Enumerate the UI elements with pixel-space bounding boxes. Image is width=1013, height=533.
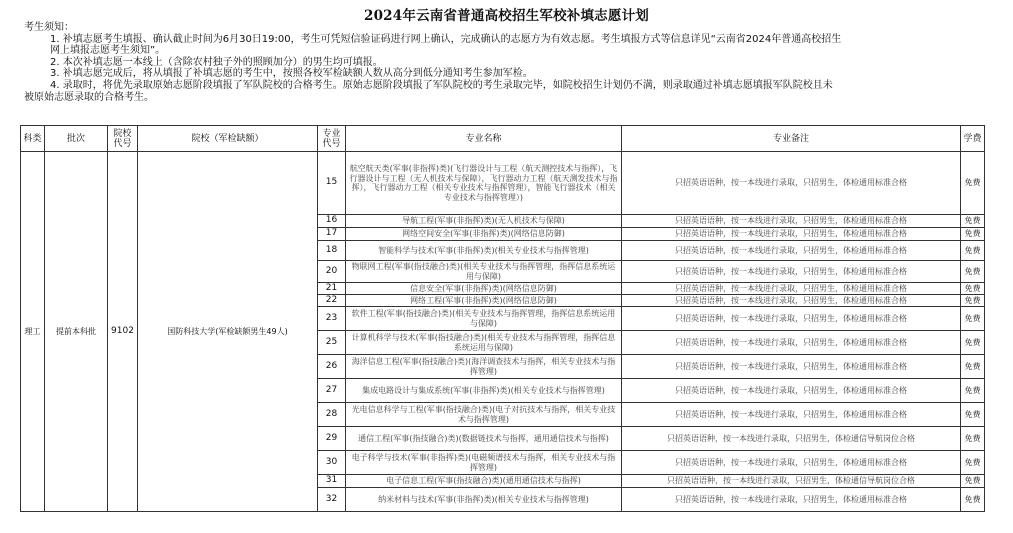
major-note-cell: 只招英语语种，按一本线进行录取，只招男生，体检通信导航岗位合格 bbox=[622, 475, 961, 488]
major-note-cell: 只招英语语种，按一本线进行录取，只招男生，体检通用标准合格 bbox=[622, 331, 961, 355]
major-code-cell: 31 bbox=[318, 475, 346, 488]
major-name-cell: 信息安全(军事(非指挥)类)(网络信息防御) bbox=[346, 283, 622, 295]
major-name-cell: 电子科学与技术(军事(非指挥)类)(电磁频谱技术与指挥，相关专业技术与指挥管理) bbox=[346, 451, 622, 475]
notice-heading: 考生须知： bbox=[24, 22, 74, 33]
tuition-cell: 免费 bbox=[961, 215, 985, 228]
major-note-cell: 只招英语语种，按一本线进行录取，只招男生，体检通用标准合格 bbox=[622, 295, 961, 307]
major-code-cell: 25 bbox=[318, 331, 346, 355]
major-note-cell: 只招英语语种，按一本线进行录取，只招男生，体检通用标准合格 bbox=[622, 261, 961, 283]
major-note-cell: 只招英语语种，按一本线进行录取，只招男生，体检通用标准合格 bbox=[622, 488, 961, 512]
header-school-code: 院校代号 bbox=[108, 126, 138, 152]
tuition-cell: 免费 bbox=[961, 152, 985, 215]
major-name-cell: 物联网工程(军事(指技融合)类)(相关专业技术与指挥管理，指挥信息系统运用与保障) bbox=[346, 261, 622, 283]
header-tuition: 学费 bbox=[961, 126, 985, 152]
batch-cell: 提前本科批 bbox=[45, 152, 108, 512]
major-note-cell: 只招英语语种，按一本线进行录取，只招男生，体检通用标准合格 bbox=[622, 403, 961, 427]
school-name-cell: 国防科技大学(军检缺额男生49人) bbox=[138, 152, 318, 512]
header-batch: 批次 bbox=[45, 126, 108, 152]
tuition-cell: 免费 bbox=[961, 283, 985, 295]
major-name-cell: 集成电路设计与集成系统(军事(非指挥)类)(相关专业技术与指挥管理) bbox=[346, 379, 622, 403]
major-name-cell: 电子信息工程(军事(指技融合)类)(通用通信技术与指挥) bbox=[346, 475, 622, 488]
major-note-cell: 只招英语语种，按一本线进行录取，只招男生，体检通用标准合格 bbox=[622, 241, 961, 261]
major-code-cell: 26 bbox=[318, 355, 346, 379]
tuition-cell: 免费 bbox=[961, 241, 985, 261]
major-code-cell: 21 bbox=[318, 283, 346, 295]
major-code-cell: 17 bbox=[318, 228, 346, 241]
tuition-cell: 免费 bbox=[961, 379, 985, 403]
tuition-cell: 免费 bbox=[961, 427, 985, 451]
notice-line: 4. 录取时，将优先录取原始志愿阶段填报了军队院校的合格考生。原始志愿阶段填报了军队院校的考生录取完毕，如院校招生计划仍不满，则录取通过补填志愿填报军队院校且未 bbox=[50, 79, 833, 91]
major-name-cell: 航空航天类(军事(非指挥)类)(飞行器设计与工程（航天测控技术与指挥），飞行器设计与工程（无人机技术与保障），飞行器动力工程（航天测发技术与指挥），飞行器动力工程（相关专业技术与指挥管理），智能飞行器技术（相关专业技术与指挥管理）) bbox=[346, 152, 622, 215]
table-header-row bbox=[21, 126, 985, 152]
major-name-cell: 海洋信息工程(军事(指技融合)类)(海洋调查技术与指挥，相关专业技术与指挥管理) bbox=[346, 355, 622, 379]
tuition-cell: 免费 bbox=[961, 475, 985, 488]
major-code-cell: 23 bbox=[318, 307, 346, 331]
notice-line: 网上填报志愿考生须知”。 bbox=[50, 45, 166, 57]
major-name-cell: 纳米材料与技术(军事(非指挥)类)(相关专业技术与指挥管理) bbox=[346, 488, 622, 512]
notice-line: 被原始志愿录取的合格考生。 bbox=[24, 91, 154, 103]
major-name-cell: 智能科学与技术(军事(非指挥)类)(相关专业技术与指挥管理) bbox=[346, 241, 622, 261]
major-name-cell: 通信工程(军事(指技融合)类)(数据链技术与指挥，通用通信技术与指挥) bbox=[346, 427, 622, 451]
major-code-cell: 28 bbox=[318, 403, 346, 427]
tuition-cell: 免费 bbox=[961, 331, 985, 355]
tuition-cell: 免费 bbox=[961, 403, 985, 427]
major-name-cell: 导航工程(军事(非指挥)类)(无人机技术与保障) bbox=[346, 215, 622, 228]
notice-line: 2. 本次补填志愿一本线上（含除农村独子外的照顾加分）的男生均可填报。 bbox=[50, 56, 383, 68]
header-major-code: 专业代号 bbox=[318, 126, 346, 152]
notice-block bbox=[24, 22, 989, 103]
major-name-cell: 网络空间安全(军事(非指挥)类)(网络信息防御) bbox=[346, 228, 622, 241]
major-note-cell: 只招英语语种，按一本线进行录取，只招男生，体检通信导航岗位合格 bbox=[622, 427, 961, 451]
major-code-cell: 16 bbox=[318, 215, 346, 228]
admission-plan-table bbox=[20, 125, 985, 512]
major-code-cell: 15 bbox=[318, 152, 346, 215]
major-code-cell: 18 bbox=[318, 241, 346, 261]
major-name-cell: 软件工程(军事(指技融合)类)(相关专业技术与指挥管理，指挥信息系统运用与保障) bbox=[346, 307, 622, 331]
major-note-cell: 只招英语语种，按一本线进行录取，只招男生，体检通用标准合格 bbox=[622, 152, 961, 215]
school-code-cell: 9102 bbox=[108, 152, 138, 512]
notice-line: 3. 补填志愿完成后，将从填报了补填志愿的考生中，按照各校军检缺额人数从高分到低分通知考生参加军检。 bbox=[50, 68, 533, 80]
major-note-cell: 只招英语语种，按一本线进行录取，只招男生，体检通用标准合格 bbox=[622, 451, 961, 475]
major-code-cell: 29 bbox=[318, 427, 346, 451]
tuition-cell: 免费 bbox=[961, 488, 985, 512]
major-note-cell: 只招英语语种，按一本线进行录取，只招男生，体检通用标准合格 bbox=[622, 379, 961, 403]
header-major-note: 专业备注 bbox=[622, 126, 961, 152]
tuition-cell: 免费 bbox=[961, 261, 985, 283]
major-name-cell: 网络工程(军事(非指挥)类)(网络信息防御) bbox=[346, 295, 622, 307]
major-code-cell: 20 bbox=[318, 261, 346, 283]
major-note-cell: 只招英语语种，按一本线进行录取，只招男生，体检通用标准合格 bbox=[622, 307, 961, 331]
notice-line: 1. 补填志愿考生填报、确认截止时间为6月30日19:00，考生可凭短信验证码进行网上确认，完成确认的志愿方为有效志愿。考生填报方式等信息详见“云南省2024年普通高校招生 bbox=[50, 33, 842, 45]
major-note-cell: 只招英语语种，按一本线进行录取，只招男生，体检通用标准合格 bbox=[622, 355, 961, 379]
tuition-cell: 免费 bbox=[961, 295, 985, 307]
header-school: 院校（军检缺额） bbox=[138, 126, 318, 152]
major-name-cell: 计算机科学与技术(军事(指技融合)类)(相关专业技术与指挥管理，指挥信息系统运用与保障) bbox=[346, 331, 622, 355]
table-row bbox=[21, 152, 985, 215]
major-code-cell: 22 bbox=[318, 295, 346, 307]
page-title: 2024年云南省普通高校招生军校补填志愿计划 bbox=[364, 8, 649, 24]
tuition-cell: 免费 bbox=[961, 307, 985, 331]
tuition-cell: 免费 bbox=[961, 355, 985, 379]
major-code-cell: 27 bbox=[318, 379, 346, 403]
major-name-cell: 光电信息科学与工程(军事(指技融合)类)(电子对抗技术与指挥，相关专业技术与指挥管理) bbox=[346, 403, 622, 427]
major-note-cell: 只招英语语种，按一本线进行录取，只招男生，体检通用标准合格 bbox=[622, 215, 961, 228]
tuition-cell: 免费 bbox=[961, 451, 985, 475]
major-code-cell: 30 bbox=[318, 451, 346, 475]
major-code-cell: 32 bbox=[318, 488, 346, 512]
major-note-cell: 只招英语语种，按一本线进行录取，只招男生，体检通用标准合格 bbox=[622, 228, 961, 241]
major-note-cell: 只招英语语种，按一本线进行录取，只招男生，体检通用标准合格 bbox=[622, 283, 961, 295]
category-cell: 理工 bbox=[21, 152, 45, 512]
header-category: 科类 bbox=[21, 126, 45, 152]
tuition-cell: 免费 bbox=[961, 228, 985, 241]
header-major-name: 专业名称 bbox=[346, 126, 622, 152]
